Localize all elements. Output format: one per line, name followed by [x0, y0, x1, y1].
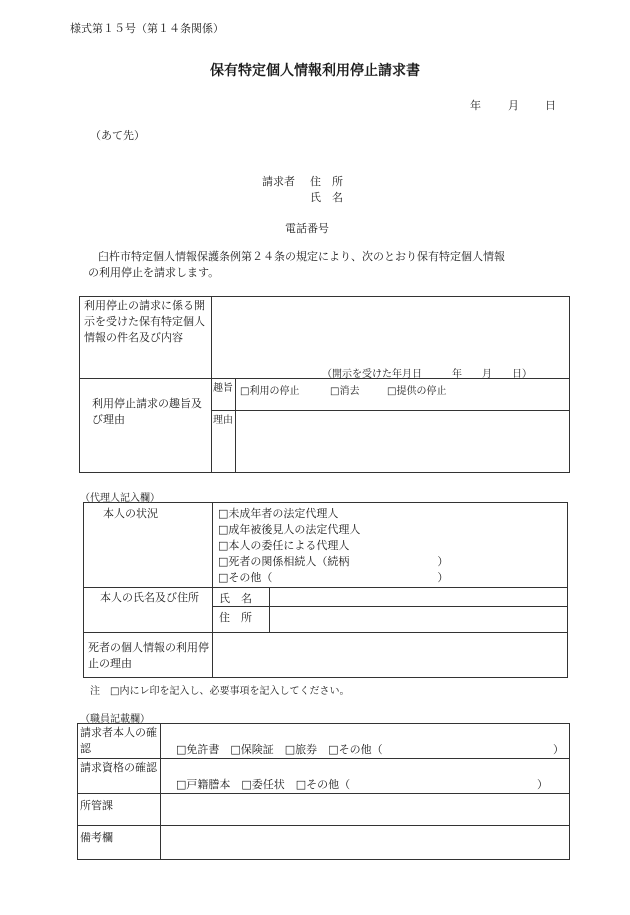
status-delegated-agent[interactable]: □本人の委任による代理人	[218, 539, 350, 552]
intro-line-1: 臼杵市特定個人情報保護条例第２４条の規定により、次のとおり保有特定個人情報	[98, 250, 505, 263]
request-purpose-reason-label: 利用停止請求の趣旨及び理由	[92, 397, 202, 426]
person-name-label: 氏 名	[219, 592, 252, 605]
addressee: （あて先）	[90, 129, 145, 142]
page-title: 保有特定個人情報利用停止請求書	[210, 63, 420, 79]
date-year: 年	[470, 99, 481, 112]
intro-line-2: の利用停止を請求します。	[88, 266, 220, 279]
person-name-address-label: 本人の氏名及び住所	[100, 591, 199, 604]
note: 注 □内にレ印を記入し、必要事項を記入してください。	[90, 686, 350, 697]
deceased-reason-label: 死者の個人情報の利用停止の理由	[88, 641, 209, 670]
identity-check-close: ）	[553, 743, 564, 756]
subject-content-label: 利用停止の請求に係る開示を受けた保有特定個人情報の件名及び内容	[84, 299, 205, 344]
disclosure-date: （開示を受けた年月日 年 月 日）	[322, 369, 532, 380]
eligibility-check-label: 請求資格の確認	[80, 761, 157, 774]
date-month: 月	[508, 99, 519, 112]
form-number: 様式第１５号（第１４条関係）	[70, 22, 224, 35]
reason-label: 理由	[213, 415, 233, 426]
agent-heading: （代理人記入欄）	[80, 493, 160, 504]
remarks-label: 備考欄	[80, 831, 113, 844]
status-heir[interactable]: □死者の関係相続人（続柄 ）	[218, 555, 449, 568]
requester-phone-label: 電話番号	[285, 222, 329, 235]
option-stop-provision[interactable]: □提供の停止	[387, 386, 447, 397]
status-minor-guardian[interactable]: □未成年者の法定代理人	[218, 507, 339, 520]
requester-name-label: 氏 名	[310, 191, 343, 204]
identity-check-options[interactable]: □免許書 □保険証 □旅券 □その他（	[176, 743, 383, 756]
eligibility-check-close: ）	[537, 778, 548, 791]
requester-address-label: 住 所	[310, 175, 343, 188]
option-erase[interactable]: □消去	[330, 386, 360, 397]
date-day: 日	[545, 99, 556, 112]
option-stop-use[interactable]: □利用の停止	[240, 386, 300, 397]
status-adult-guardian[interactable]: □成年被後見人の法定代理人	[218, 523, 361, 536]
purpose-label: 趣旨	[213, 383, 233, 394]
department-label: 所管課	[80, 799, 113, 812]
status-other[interactable]: □その他（ ）	[218, 571, 449, 584]
person-status-label: 本人の状況	[103, 507, 158, 520]
eligibility-check-options[interactable]: □戸籍謄本 □委任状 □その他（	[176, 778, 351, 791]
person-address-label: 住 所	[219, 611, 252, 624]
requester-identity-check-label: 請求者本人の確認	[80, 726, 157, 755]
staff-heading: （職員記載欄）	[80, 714, 150, 725]
requester-label: 請求者	[262, 175, 295, 188]
